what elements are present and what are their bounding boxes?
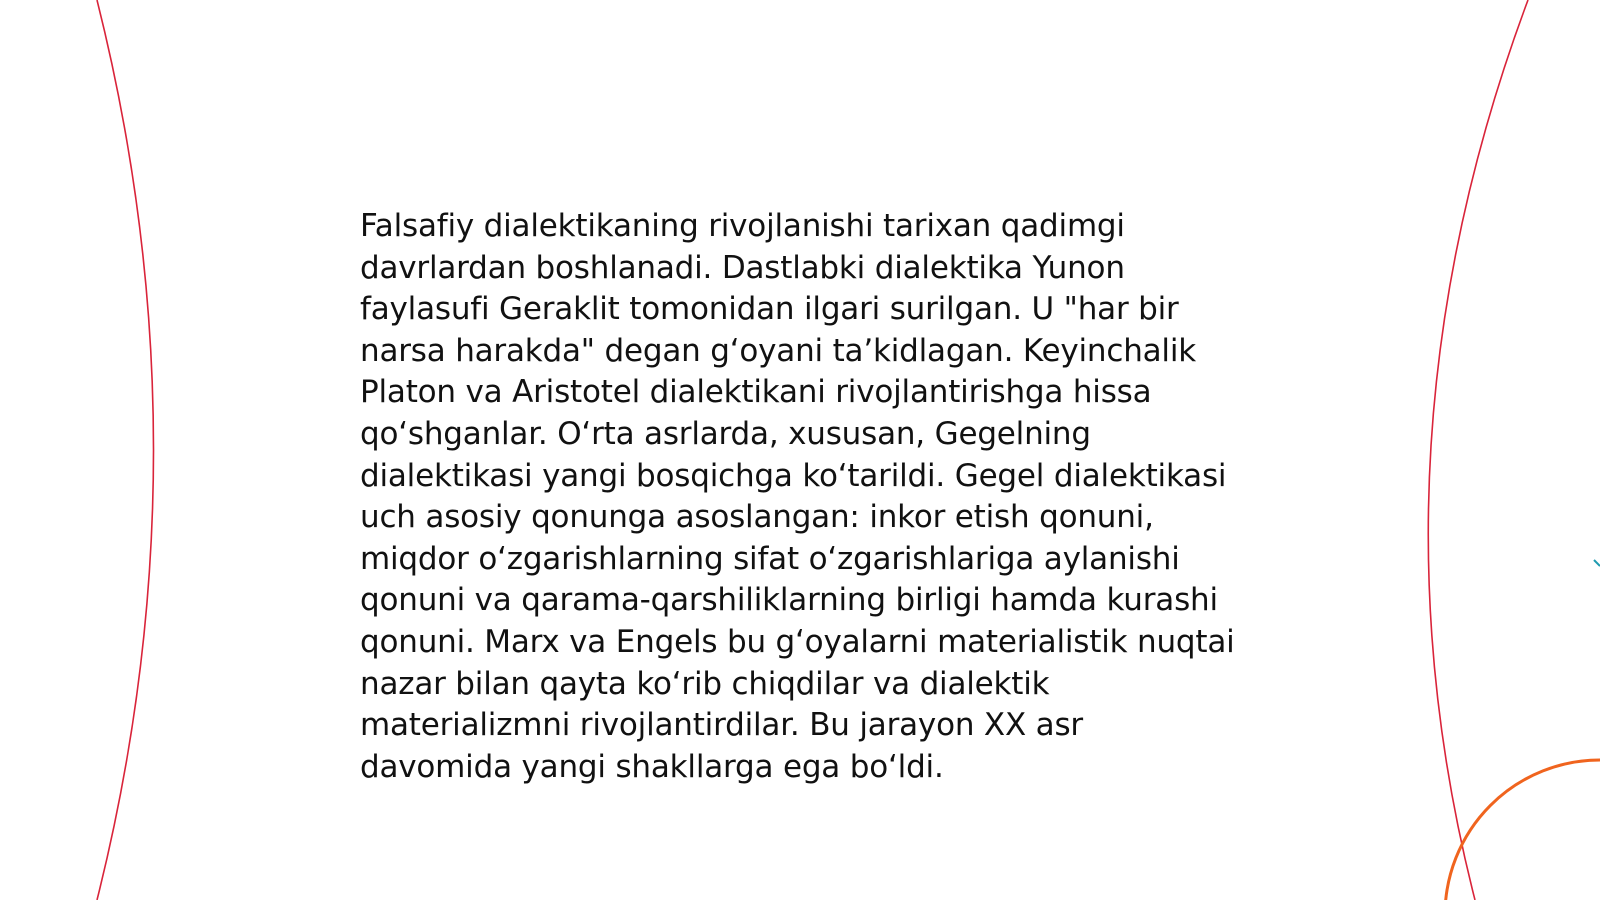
right-red-arc	[1428, 0, 1528, 900]
body-paragraph: Falsafiy dialektikaning rivojlanishi tarixan qadimgi davrlardan boshlanadi. Dastlabki dialektika Yunon faylasufi Geraklit tomonidan ilgari surilgan. U "har bir narsa harakda" degan g‘oyani ta’kidlagan. Keyinchalik Platon va Aristotel dialektikani rivojlantirishga hissa qo‘shganlar. O‘rta asrlarda, xususan, Gegelning dialektikasi yangi bosqichga ko‘tarildi. Gegel dialektikasi uch asosiy qonunga asoslangan: inkor etish qonuni, miqdor o‘zgarishlarning sifat o‘zgarishlariga aylanishi qonuni va qarama-qarshiliklarning birligi hamda kurashi qonuni. Marx va Engels bu g‘oyalarni materialistik nuqtai nazar bilan qayta ko‘rib chiqdilar va dialektik materializmni rivojlantirdilar. Bu jarayon XX asr davomida yangi shakllarga ega bo‘ldi.	[360, 208, 1235, 785]
orange-circle-arc	[1445, 760, 1600, 900]
teal-accent-mark	[1594, 560, 1600, 566]
left-red-arc	[97, 0, 154, 900]
